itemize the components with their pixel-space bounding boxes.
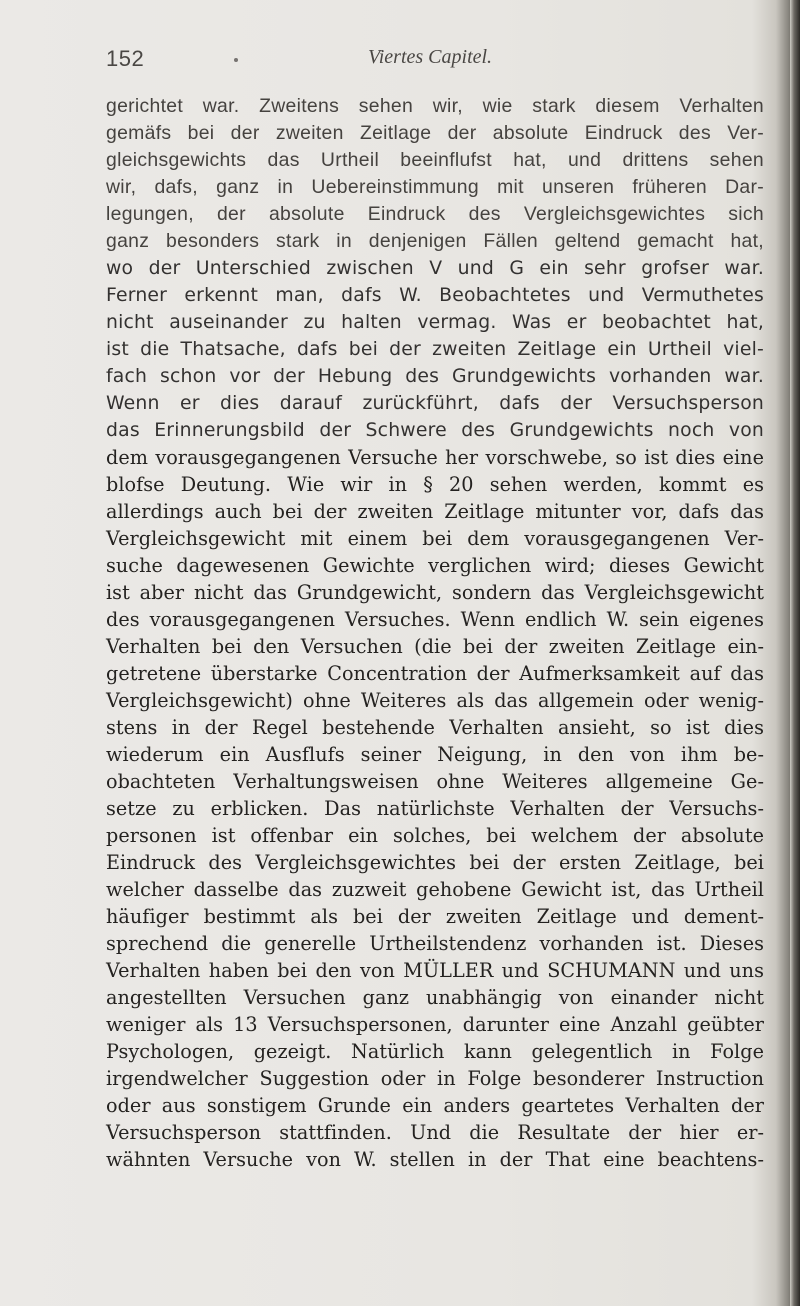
text-line: wo der Unterschied zwischen V und G ein sehr grofser war. [106, 258, 764, 279]
text-line: setze zu erblicken. Das natürlichste Verhalten der Versuchs- [106, 797, 764, 820]
text-line: des vorausgegangenen Versuches. Wenn endlich W. sein eigenes [106, 608, 764, 631]
header-dot [234, 58, 238, 62]
page-number: 152 [106, 46, 145, 71]
text-line: nicht auseinander zu halten vermag. Was er beobachtet hat, [106, 312, 764, 333]
text-line: dem vorausgegangenen Versuche her vorschwebe, so ist dies eine [106, 446, 764, 469]
text-line: welcher dasselbe das zuzweit gehobene Gewicht ist, das Urtheil [106, 878, 764, 901]
text-line: Versuchsperson stattfinden. Und die Resultate der hier er- [106, 1121, 764, 1144]
book-binding-edge [790, 0, 800, 1306]
page-header [106, 46, 756, 76]
text-line: ist die Thatsache, dafs bei der zweiten Zeitlage ein Urtheil viel- [106, 339, 764, 360]
text-line: gleichsgewichts das Urtheil beeinflufst hat, und drittens sehen [106, 149, 764, 171]
text-line: fach schon vor der Hebung des Grundgewichts vorhanden war. [106, 366, 764, 387]
text-line: Eindruck des Vergleichsgewichtes bei der ersten Zeitlage, bei [106, 851, 764, 874]
text-line: gerichtet war. Zweitens sehen wir, wie stark diesem Verhalten [106, 95, 764, 117]
text-line: stens in der Regel bestehende Verhalten ansieht, so ist dies [106, 716, 764, 739]
text-line: personen ist offenbar ein solches, bei welchem der absolute [106, 824, 764, 847]
text-line: irgendwelcher Suggestion oder in Folge besonderer Instruction [106, 1067, 764, 1090]
text-line: wir, dafs, ganz in Uebereinstimmung mit unseren früheren Dar- [106, 176, 764, 198]
text-line: ganz besonders stark in denjenigen Fällen geltend gemacht hat, [106, 230, 764, 252]
text-line: Verhalten haben bei den von MÜLLER und SCHUMANN und uns [106, 959, 764, 982]
text-line: wähnten Versuche von W. stellen in der That eine beachtens- [106, 1148, 764, 1171]
text-line: das Erinnerungsbild der Schwere des Grundgewichts noch von [106, 420, 764, 441]
text-line: suche dagewesenen Gewichte verglichen wird; dieses Gewicht [106, 554, 764, 577]
text-line: Verhalten bei den Versuchen (die bei der zweiten Zeitlage ein- [106, 635, 764, 658]
text-line: gemäfs bei der zweiten Zeitlage der absolute Eindruck des Ver- [106, 122, 764, 144]
text-line: ist aber nicht das Grundgewicht, sondern das Vergleichsgewicht [106, 581, 764, 604]
running-title: Viertes Capitel. [368, 46, 493, 68]
text-line: Vergleichsgewicht mit einem bei dem vorausgegangenen Ver- [106, 527, 764, 550]
text-line: obachteten Verhaltungsweisen ohne Weiteres allgemeine Ge- [106, 770, 764, 793]
text-line: sprechend die generelle Urtheilstendenz vorhanden ist. Dieses [106, 932, 764, 955]
text-line: häufiger bestimmt als bei der zweiten Zeitlage und dement- [106, 905, 764, 928]
text-line: getretene überstarke Concentration der Aufmerksamkeit auf das [106, 662, 764, 685]
text-line: weniger als 13 Versuchspersonen, darunter eine Anzahl geübter [106, 1013, 764, 1036]
text-line: wiederum ein Ausflufs seiner Neigung, in den von ihm be- [106, 743, 764, 766]
text-line: Psychologen, gezeigt. Natürlich kann gelegentlich in Folge [106, 1040, 764, 1063]
body-text [106, 93, 764, 1173]
text-line: angestellten Versuchen ganz unabhängig von einander nicht [106, 986, 764, 1009]
text-line: Wenn er dies darauf zurückführt, dafs der Versuchsperson [106, 393, 764, 414]
text-line: legungen, der absolute Eindruck des Vergleichsgewichtes sich [106, 203, 764, 225]
text-line: Ferner erkennt man, dafs W. Beobachtetes und Vermuthetes [106, 285, 764, 306]
text-line: allerdings auch bei der zweiten Zeitlage mitunter vor, dafs das [106, 500, 764, 523]
text-line: Vergleichsgewicht) ohne Weiteres als das allgemein oder wenig- [106, 689, 764, 712]
text-line: blofse Deutung. Wie wir in § 20 sehen werden, kommt es [106, 473, 764, 496]
text-line: oder aus sonstigem Grunde ein anders geartetes Verhalten der [106, 1094, 764, 1117]
